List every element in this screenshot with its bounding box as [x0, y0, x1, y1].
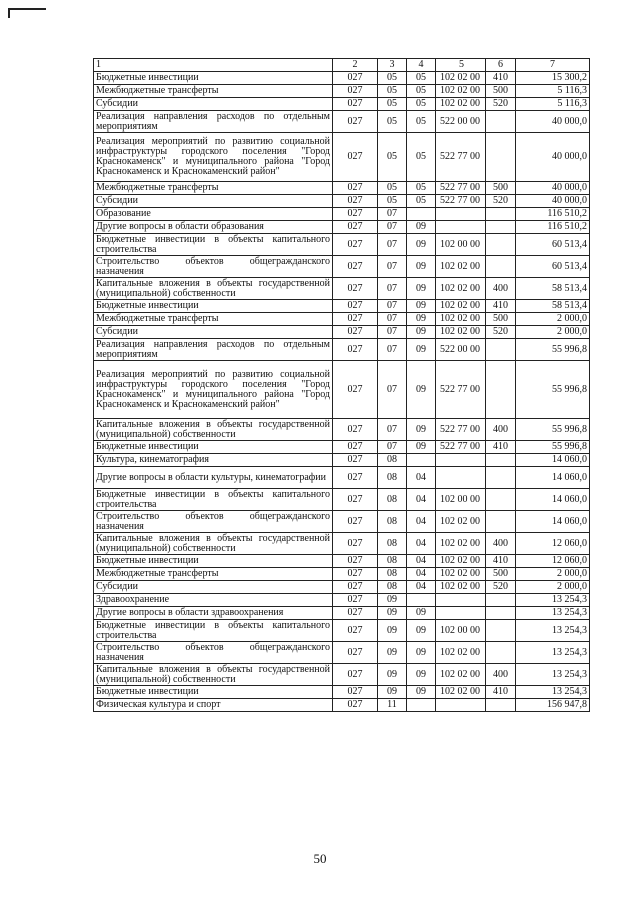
cell-amount: 13 254,3 [516, 642, 590, 664]
cell-admin-code: 027 [333, 664, 378, 686]
cell-description: Другие вопросы в области здравоохранения [94, 607, 333, 620]
table-row [94, 467, 590, 489]
cell-section: 07 [378, 208, 407, 221]
cell-section: 05 [378, 182, 407, 195]
cell-section: 05 [378, 85, 407, 98]
cell-amount: 40 000,0 [516, 133, 590, 182]
cell-admin-code: 027 [333, 419, 378, 441]
table-row [94, 581, 590, 594]
table-row [94, 620, 590, 642]
cell-expense-type [486, 256, 516, 278]
table-row [94, 533, 590, 555]
cell-subsection: 04 [407, 489, 436, 511]
cell-subsection: 09 [407, 326, 436, 339]
table-row [94, 555, 590, 568]
table-row [94, 642, 590, 664]
cell-amount: 12 060,0 [516, 555, 590, 568]
cell-amount: 116 510,2 [516, 221, 590, 234]
cell-target-article: 102 02 00 [436, 326, 486, 339]
cell-amount: 40 000,0 [516, 195, 590, 208]
cell-description: Строительство объектов общегражданского назначения [94, 642, 333, 664]
cell-section: 09 [378, 686, 407, 699]
cell-description: Бюджетные инвестиции в объекты капитального строительства [94, 234, 333, 256]
cell-section: 07 [378, 256, 407, 278]
cell-amount: 55 996,8 [516, 339, 590, 361]
cell-expense-type: 410 [486, 441, 516, 454]
header-cell-section: 3 [378, 59, 407, 72]
cell-subsection [407, 208, 436, 221]
cell-subsection: 04 [407, 533, 436, 555]
cell-admin-code: 027 [333, 339, 378, 361]
table-row [94, 256, 590, 278]
cell-subsection: 04 [407, 568, 436, 581]
page-number: 50 [313, 851, 327, 866]
cell-description: Капитальные вложения в объекты государственной (муниципальной) собственности [94, 419, 333, 441]
table-row [94, 195, 590, 208]
cell-admin-code: 027 [333, 533, 378, 555]
cell-subsection: 09 [407, 607, 436, 620]
cell-section: 08 [378, 533, 407, 555]
cell-admin-code: 027 [333, 182, 378, 195]
table-row [94, 313, 590, 326]
cell-section: 05 [378, 133, 407, 182]
cell-admin-code: 027 [333, 686, 378, 699]
cell-admin-code: 027 [333, 326, 378, 339]
table-row [94, 221, 590, 234]
table-row [94, 686, 590, 699]
table-row [94, 511, 590, 533]
cell-admin-code: 027 [333, 300, 378, 313]
cell-target-article: 102 02 00 [436, 511, 486, 533]
cell-target-article: 102 00 00 [436, 489, 486, 511]
cell-subsection: 09 [407, 361, 436, 419]
cell-section: 05 [378, 98, 407, 111]
table-row [94, 664, 590, 686]
cell-subsection [407, 454, 436, 467]
cell-section: 07 [378, 221, 407, 234]
cell-section: 07 [378, 441, 407, 454]
cell-amount: 55 996,8 [516, 419, 590, 441]
table-row [94, 208, 590, 221]
cell-target-article: 522 00 00 [436, 339, 486, 361]
cell-admin-code: 027 [333, 581, 378, 594]
cell-section: 07 [378, 234, 407, 256]
cell-subsection: 09 [407, 313, 436, 326]
cell-target-article: 102 02 00 [436, 313, 486, 326]
cell-admin-code: 027 [333, 555, 378, 568]
cell-admin-code: 027 [333, 208, 378, 221]
cell-subsection: 09 [407, 256, 436, 278]
cell-section: 08 [378, 511, 407, 533]
cell-description: Бюджетные инвестиции [94, 555, 333, 568]
table-row [94, 300, 590, 313]
cell-amount: 14 060,0 [516, 454, 590, 467]
cell-subsection: 09 [407, 664, 436, 686]
cell-subsection: 05 [407, 72, 436, 85]
cell-expense-type: 400 [486, 278, 516, 300]
cell-amount: 58 513,4 [516, 300, 590, 313]
cell-admin-code: 027 [333, 361, 378, 419]
cell-amount: 13 254,3 [516, 686, 590, 699]
cell-admin-code: 027 [333, 489, 378, 511]
cell-description: Реализация мероприятий по развитию социальной инфраструктуры городского поселения "Город Краснокаменск" и муниципального района "Город Краснокаменск и Краснокаменский район" [94, 361, 333, 419]
cell-target-article: 522 77 00 [436, 419, 486, 441]
cell-admin-code: 027 [333, 441, 378, 454]
cell-target-article [436, 221, 486, 234]
cell-amount: 60 513,4 [516, 234, 590, 256]
cell-subsection: 04 [407, 511, 436, 533]
cell-admin-code: 027 [333, 256, 378, 278]
cell-admin-code: 027 [333, 195, 378, 208]
cell-expense-type [486, 454, 516, 467]
cell-description: Бюджетные инвестиции [94, 441, 333, 454]
table-row [94, 111, 590, 133]
cell-target-article: 102 02 00 [436, 533, 486, 555]
cell-section: 11 [378, 699, 407, 712]
cell-subsection: 05 [407, 195, 436, 208]
cell-subsection: 09 [407, 339, 436, 361]
cell-subsection: 09 [407, 234, 436, 256]
cell-target-article: 102 02 00 [436, 664, 486, 686]
table-row [94, 441, 590, 454]
cell-subsection: 04 [407, 581, 436, 594]
cell-amount: 14 060,0 [516, 489, 590, 511]
cell-admin-code: 027 [333, 511, 378, 533]
cell-amount: 2 000,0 [516, 326, 590, 339]
cell-subsection: 05 [407, 85, 436, 98]
cell-subsection: 05 [407, 133, 436, 182]
cell-subsection: 05 [407, 111, 436, 133]
cell-expense-type: 520 [486, 326, 516, 339]
cell-expense-type [486, 133, 516, 182]
cell-subsection [407, 594, 436, 607]
cell-section: 07 [378, 326, 407, 339]
table-row [94, 454, 590, 467]
cell-admin-code: 027 [333, 111, 378, 133]
cell-subsection: 09 [407, 419, 436, 441]
cell-subsection: 09 [407, 620, 436, 642]
cell-description: Строительство объектов общегражданского назначения [94, 256, 333, 278]
cell-expense-type: 500 [486, 85, 516, 98]
cell-expense-type [486, 208, 516, 221]
cell-expense-type [486, 642, 516, 664]
header-cell-target-article: 5 [436, 59, 486, 72]
cell-expense-type [486, 467, 516, 489]
table-row [94, 278, 590, 300]
cell-section: 07 [378, 300, 407, 313]
cell-section: 09 [378, 607, 407, 620]
cell-description: Бюджетные инвестиции [94, 300, 333, 313]
header-cell-expense-type: 6 [486, 59, 516, 72]
cell-expense-type: 410 [486, 300, 516, 313]
cell-description: Межбюджетные трансферты [94, 568, 333, 581]
cell-description: Бюджетные инвестиции в объекты капитального строительства [94, 489, 333, 511]
cell-target-article: 522 77 00 [436, 195, 486, 208]
cell-description: Субсидии [94, 98, 333, 111]
cell-subsection: 05 [407, 98, 436, 111]
table-row [94, 568, 590, 581]
cell-expense-type [486, 221, 516, 234]
cell-section: 05 [378, 111, 407, 133]
cell-amount: 2 000,0 [516, 568, 590, 581]
cell-target-article: 522 77 00 [436, 441, 486, 454]
cell-description: Бюджетные инвестиции [94, 686, 333, 699]
cell-description: Реализация направления расходов по отдельным мероприятиям [94, 339, 333, 361]
cell-target-article: 102 02 00 [436, 278, 486, 300]
cell-subsection: 09 [407, 441, 436, 454]
cell-admin-code: 027 [333, 234, 378, 256]
table-row [94, 326, 590, 339]
cell-expense-type [486, 620, 516, 642]
cell-amount: 5 116,3 [516, 98, 590, 111]
cell-expense-type [486, 594, 516, 607]
cell-expense-type [486, 699, 516, 712]
cell-section: 07 [378, 361, 407, 419]
header-cell-admin-code: 2 [333, 59, 378, 72]
cell-admin-code: 027 [333, 607, 378, 620]
cell-section: 08 [378, 467, 407, 489]
cell-target-article: 522 77 00 [436, 182, 486, 195]
cell-admin-code: 027 [333, 72, 378, 85]
cell-admin-code: 027 [333, 98, 378, 111]
cell-admin-code: 027 [333, 313, 378, 326]
cell-target-article: 102 02 00 [436, 300, 486, 313]
table-row [94, 85, 590, 98]
cell-amount: 40 000,0 [516, 111, 590, 133]
cell-description: Другие вопросы в области культуры, кинематографии [94, 467, 333, 489]
cell-expense-type [486, 111, 516, 133]
cell-admin-code: 027 [333, 642, 378, 664]
cell-section: 05 [378, 72, 407, 85]
cell-description: Капитальные вложения в объекты государственной (муниципальной) собственности [94, 533, 333, 555]
cell-amount: 13 254,3 [516, 620, 590, 642]
cell-description: Межбюджетные трансферты [94, 182, 333, 195]
header-cell-description: 1 [94, 59, 333, 72]
cell-description: Межбюджетные трансферты [94, 313, 333, 326]
header-cell-subsection: 4 [407, 59, 436, 72]
cell-target-article: 102 02 00 [436, 72, 486, 85]
cell-expense-type [486, 361, 516, 419]
cell-target-article: 102 02 00 [436, 98, 486, 111]
table-row [94, 594, 590, 607]
cell-section: 08 [378, 568, 407, 581]
cell-target-article [436, 467, 486, 489]
cell-amount: 2 000,0 [516, 581, 590, 594]
cell-section: 07 [378, 313, 407, 326]
cell-description: Другие вопросы в области образования [94, 221, 333, 234]
table-row [94, 489, 590, 511]
cell-target-article: 102 02 00 [436, 568, 486, 581]
scan-corner-mark [8, 8, 46, 10]
cell-section: 08 [378, 581, 407, 594]
table-row [94, 699, 590, 712]
cell-expense-type: 500 [486, 568, 516, 581]
cell-expense-type: 400 [486, 533, 516, 555]
cell-expense-type: 520 [486, 98, 516, 111]
cell-expense-type: 520 [486, 195, 516, 208]
cell-description: Капитальные вложения в объекты государственной (муниципальной) собственности [94, 278, 333, 300]
cell-admin-code: 027 [333, 620, 378, 642]
cell-target-article: 522 77 00 [436, 361, 486, 419]
cell-section: 08 [378, 489, 407, 511]
cell-target-article: 522 77 00 [436, 133, 486, 182]
cell-target-article: 102 00 00 [436, 620, 486, 642]
cell-expense-type [486, 511, 516, 533]
cell-subsection: 05 [407, 182, 436, 195]
cell-target-article: 522 00 00 [436, 111, 486, 133]
cell-target-article [436, 607, 486, 620]
cell-target-article: 102 02 00 [436, 581, 486, 594]
cell-amount: 58 513,4 [516, 278, 590, 300]
cell-amount: 13 254,3 [516, 594, 590, 607]
cell-amount: 156 947,8 [516, 699, 590, 712]
table-header-row [94, 59, 590, 72]
cell-section: 07 [378, 339, 407, 361]
cell-description: Субсидии [94, 581, 333, 594]
cell-target-article: 102 02 00 [436, 256, 486, 278]
cell-description: Строительство объектов общегражданского назначения [94, 511, 333, 533]
cell-subsection: 09 [407, 221, 436, 234]
cell-target-article [436, 208, 486, 221]
header-cell-amount: 7 [516, 59, 590, 72]
cell-target-article [436, 594, 486, 607]
cell-amount: 5 116,3 [516, 85, 590, 98]
cell-admin-code: 027 [333, 467, 378, 489]
cell-admin-code: 027 [333, 85, 378, 98]
cell-amount: 12 060,0 [516, 533, 590, 555]
cell-section: 09 [378, 664, 407, 686]
cell-amount: 55 996,8 [516, 441, 590, 454]
scan-corner-mark-vertical [8, 8, 10, 18]
cell-target-article: 102 02 00 [436, 555, 486, 568]
budget-table-container [93, 58, 589, 712]
cell-admin-code: 027 [333, 454, 378, 467]
cell-admin-code: 027 [333, 278, 378, 300]
cell-admin-code: 027 [333, 133, 378, 182]
cell-amount: 13 254,3 [516, 664, 590, 686]
cell-expense-type: 520 [486, 581, 516, 594]
cell-description: Образование [94, 208, 333, 221]
cell-expense-type [486, 234, 516, 256]
cell-section: 09 [378, 620, 407, 642]
table-row [94, 98, 590, 111]
cell-section: 09 [378, 642, 407, 664]
cell-admin-code: 027 [333, 699, 378, 712]
cell-amount: 55 996,8 [516, 361, 590, 419]
cell-amount: 116 510,2 [516, 208, 590, 221]
cell-section: 05 [378, 195, 407, 208]
cell-target-article [436, 454, 486, 467]
cell-subsection: 09 [407, 686, 436, 699]
cell-description: Капитальные вложения в объекты государственной (муниципальной) собственности [94, 664, 333, 686]
cell-expense-type: 410 [486, 555, 516, 568]
cell-description: Реализация направления расходов по отдельным мероприятиям [94, 111, 333, 133]
cell-admin-code: 027 [333, 221, 378, 234]
cell-amount: 14 060,0 [516, 511, 590, 533]
cell-expense-type [486, 489, 516, 511]
cell-section: 08 [378, 555, 407, 568]
cell-subsection: 04 [407, 467, 436, 489]
budget-table [93, 58, 590, 712]
cell-expense-type: 410 [486, 686, 516, 699]
cell-amount: 13 254,3 [516, 607, 590, 620]
cell-description: Субсидии [94, 195, 333, 208]
cell-expense-type: 400 [486, 664, 516, 686]
cell-subsection: 09 [407, 642, 436, 664]
cell-amount: 14 060,0 [516, 467, 590, 489]
cell-amount: 15 300,2 [516, 72, 590, 85]
cell-amount: 40 000,0 [516, 182, 590, 195]
cell-target-article [436, 699, 486, 712]
cell-amount: 60 513,4 [516, 256, 590, 278]
table-row [94, 182, 590, 195]
cell-description: Бюджетные инвестиции [94, 72, 333, 85]
cell-expense-type: 410 [486, 72, 516, 85]
table-row [94, 607, 590, 620]
cell-description: Бюджетные инвестиции в объекты капитального строительства [94, 620, 333, 642]
cell-target-article: 102 02 00 [436, 85, 486, 98]
cell-description: Физическая культура и спорт [94, 699, 333, 712]
cell-target-article: 102 00 00 [436, 234, 486, 256]
cell-description: Здравоохранение [94, 594, 333, 607]
cell-amount: 2 000,0 [516, 313, 590, 326]
cell-description: Реализация мероприятий по развитию социальной инфраструктуры городского поселения "Город Краснокаменск" и муниципального района "Город Краснокаменск и Краснокаменский район" [94, 133, 333, 182]
cell-description: Межбюджетные трансферты [94, 85, 333, 98]
cell-admin-code: 027 [333, 594, 378, 607]
cell-subsection [407, 699, 436, 712]
table-row [94, 419, 590, 441]
cell-description: Культура, кинематография [94, 454, 333, 467]
cell-expense-type [486, 607, 516, 620]
cell-admin-code: 027 [333, 568, 378, 581]
cell-section: 09 [378, 594, 407, 607]
cell-expense-type: 500 [486, 313, 516, 326]
cell-subsection: 09 [407, 300, 436, 313]
cell-subsection: 09 [407, 278, 436, 300]
cell-section: 07 [378, 419, 407, 441]
cell-expense-type: 500 [486, 182, 516, 195]
table-row [94, 361, 590, 419]
table-row [94, 133, 590, 182]
table-row [94, 339, 590, 361]
table-row [94, 72, 590, 85]
cell-expense-type [486, 339, 516, 361]
cell-target-article: 102 02 00 [436, 642, 486, 664]
cell-description: Субсидии [94, 326, 333, 339]
cell-section: 08 [378, 454, 407, 467]
cell-expense-type: 400 [486, 419, 516, 441]
table-row [94, 234, 590, 256]
cell-subsection: 04 [407, 555, 436, 568]
cell-target-article: 102 02 00 [436, 686, 486, 699]
cell-section: 07 [378, 278, 407, 300]
